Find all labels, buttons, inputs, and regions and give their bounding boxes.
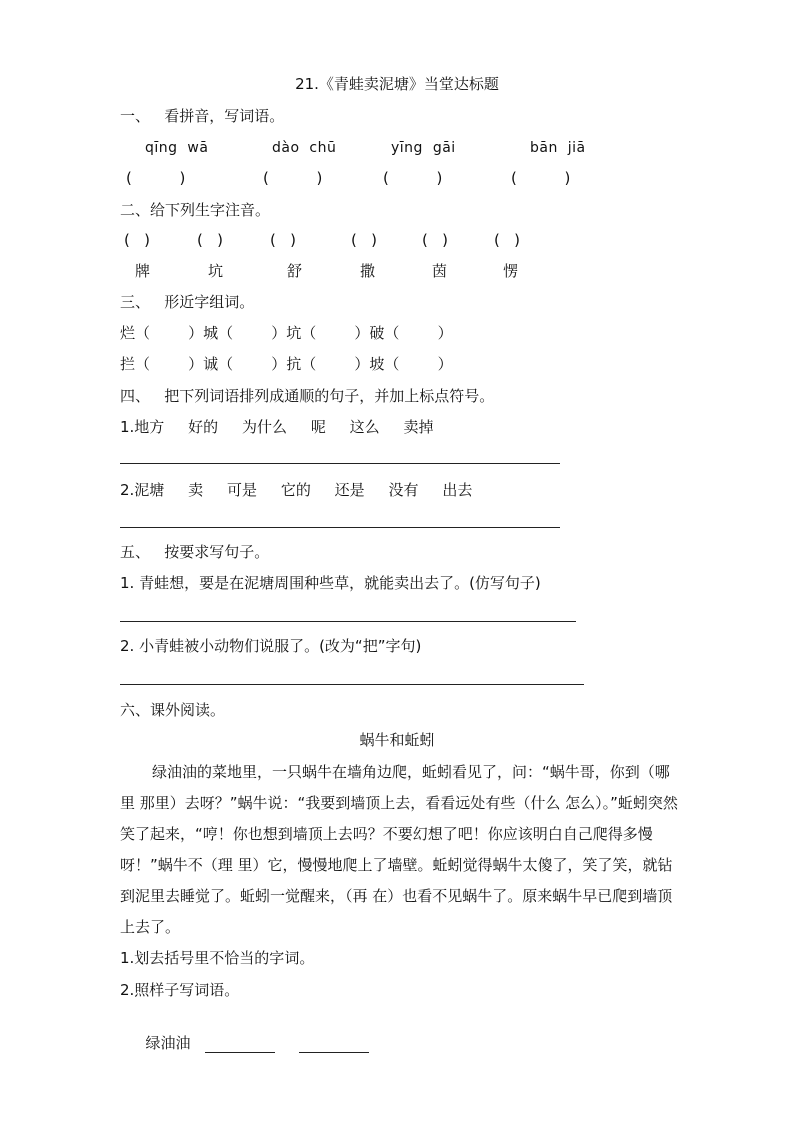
answer-blank-3[interactable]: ( ) bbox=[383, 169, 443, 187]
section-2-heading: 二、给下列生字注音。 bbox=[120, 201, 271, 219]
pinyin-1: qīng wā bbox=[145, 140, 209, 156]
pinyin-blank-1[interactable]: ( ) bbox=[124, 231, 151, 249]
section-4-heading: 四、 把下列词语排列成通顺的句子，并加上标点符号。 bbox=[120, 387, 495, 405]
char-4: 撒 bbox=[360, 262, 376, 280]
reading-question-1: 1.划去括号里不恰当的字词。 bbox=[120, 949, 315, 967]
section-1-heading: 一、 看拼音，写词语。 bbox=[120, 107, 285, 125]
section-6-heading: 六、课外阅读。 bbox=[120, 701, 226, 719]
pinyin-blank-3[interactable]: ( ) bbox=[270, 231, 297, 249]
answer-blank-1[interactable]: ( ) bbox=[126, 169, 186, 187]
char-6: 愣 bbox=[503, 262, 519, 280]
pinyin-blank-5[interactable]: ( ) bbox=[422, 231, 449, 249]
reorder-question-2: 2.泥塘 卖 可是 它的 还是 没有 出去 bbox=[120, 481, 473, 499]
char-3: 舒 bbox=[287, 262, 303, 280]
char-2: 坑 bbox=[208, 262, 224, 280]
answer-line-4-1[interactable] bbox=[120, 463, 560, 464]
pinyin-blank-2[interactable]: ( ) bbox=[197, 231, 224, 249]
word-blank-2[interactable] bbox=[299, 1036, 369, 1053]
story-paragraph: 绿油油的菜地里，一只蜗牛在墙角边爬，蚯蚓看见了，问：“蜗牛哥，你到（哪里 那里）去呀？”蜗牛说：“我要到墙顶上去，看看远处有些（什么 怎么）。”蚯蚓突然笑了起来，“哼！你也想到墙顶上去吗？不要幻想了吧！你应该明白自己爬得多慢呀！”蜗牛不（理 里）它，慢慢地爬上了墙壁。蚯蚓觉得蜗牛太傻了，笑了笑，就钻到泥里去睡觉了。蚯蚓一觉醒来，（再 在）也看不见蜗牛了。原来蜗牛早已爬到墙顶上去了。 bbox=[120, 763, 678, 936]
example-word-row bbox=[136, 1013, 369, 1053]
char-5: 茵 bbox=[432, 262, 448, 280]
answer-blank-4[interactable]: ( ) bbox=[511, 169, 571, 187]
page-title: 21.《青蛙卖泥塘》当堂达标题 bbox=[295, 75, 499, 93]
story-title: 蜗牛和蚯蚓 bbox=[359, 731, 435, 749]
answer-blank-2[interactable]: ( ) bbox=[263, 169, 323, 187]
pinyin-blank-4[interactable]: ( ) bbox=[351, 231, 378, 249]
rewrite-question-1: 1. 青蛙想，要是在泥塘周围种些草，就能卖出去了。(仿写句子) bbox=[120, 574, 541, 592]
section-5-heading: 五、 按要求写句子。 bbox=[120, 543, 270, 561]
reading-question-2: 2.照样子写词语。 bbox=[120, 981, 240, 999]
word-group-row-1: 烂（ ）城（ ）坑（ ）破（ ） bbox=[120, 324, 453, 342]
reorder-question-1: 1.地方 好的 为什么 呢 这么 卖掉 bbox=[120, 418, 434, 436]
word-blank-1[interactable] bbox=[205, 1036, 275, 1053]
answer-line-4-2[interactable] bbox=[120, 527, 560, 528]
char-1: 牌 bbox=[135, 262, 151, 280]
answer-line-5-1[interactable] bbox=[120, 621, 576, 622]
pinyin-3: yīng gāi bbox=[391, 140, 456, 156]
answer-line-5-2[interactable] bbox=[120, 684, 584, 685]
word-group-row-2: 拦（ ）诚（ ）抗（ ）坡（ ） bbox=[120, 355, 453, 373]
example-word: 绿油油 bbox=[145, 1034, 191, 1052]
pinyin-4: bān jiā bbox=[530, 140, 586, 156]
pinyin-blank-6[interactable]: ( ) bbox=[494, 231, 521, 249]
pinyin-2: dào chū bbox=[272, 140, 337, 156]
rewrite-question-2: 2. 小青蛙被小动物们说服了。(改为“把”字句) bbox=[120, 637, 422, 655]
section-3-heading: 三、 形近字组词。 bbox=[120, 293, 255, 311]
